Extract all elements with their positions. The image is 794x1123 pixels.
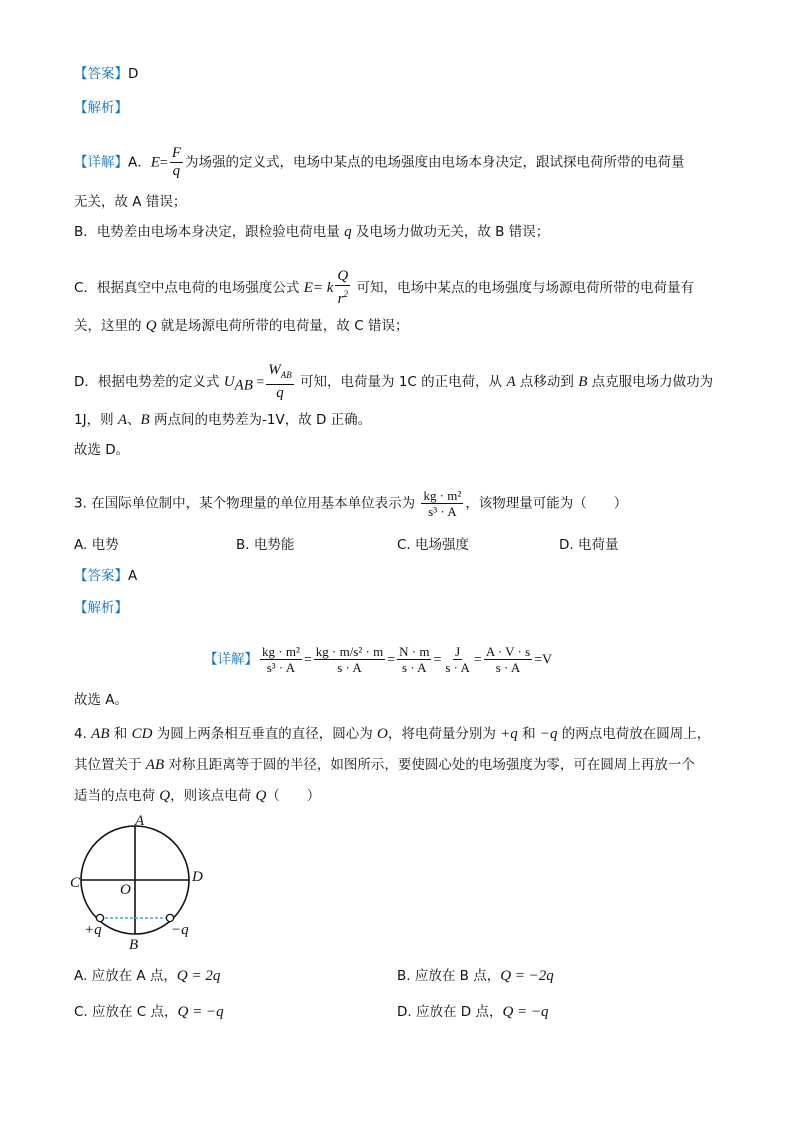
label-plus-q: +q: [84, 922, 102, 938]
q3-option-d: D. 电荷量: [559, 537, 619, 553]
q2-detail-C-line2: [74, 316, 408, 336]
q4-stem-line1: [74, 724, 710, 744]
q3-analysis-tag: [74, 598, 128, 618]
equals: =: [473, 652, 482, 668]
option-formula: Q = 2q: [176, 968, 221, 984]
text: 和: [109, 726, 132, 742]
detail-D-text3a: 1J，则: [74, 412, 118, 428]
label-O: O: [120, 882, 131, 898]
answer-tag: 【答案】: [74, 568, 128, 584]
frac-num: F: [171, 145, 181, 161]
equals: =: [387, 652, 396, 668]
detail-tag: 【详解】: [204, 651, 258, 668]
q4-option-b: [397, 966, 554, 986]
analysis-tag: 【解析】: [74, 100, 128, 116]
q2-detail-C-line: [74, 268, 694, 308]
text: 为圆上两条相互垂直的直径，圆心为: [152, 726, 378, 742]
fraction-2: [314, 644, 385, 675]
label-D: D: [192, 869, 203, 885]
q4-stem-line3: [74, 786, 320, 806]
frac-num: kg · m²: [262, 644, 300, 659]
detail-A-prefix: A．: [128, 154, 151, 171]
charge-plus-q: +q: [500, 726, 518, 742]
symbol-U: U: [223, 374, 235, 390]
frac-num: Q: [337, 268, 349, 284]
result-unit: V: [542, 652, 553, 668]
point-A: A: [506, 374, 516, 390]
diameter-CD: CD: [131, 726, 153, 742]
text: ，将电荷量分别为: [387, 726, 501, 742]
detail-B-text1: B．电势差由电场本身决定，跟检验电荷电量: [74, 224, 345, 240]
fraction-3: [397, 644, 431, 675]
detail-C-text2: 可知，电场中某点的电场强度与场源电荷所带的电荷量有: [352, 280, 695, 296]
detail-C-text3a: 关，这里的: [74, 318, 146, 334]
q2-answer-line: [74, 64, 138, 84]
analysis-tag: 【解析】: [74, 600, 128, 616]
frac-den: s · A: [445, 660, 470, 675]
frac-den: s · A: [495, 660, 521, 675]
option-formula: Q = −2q: [500, 968, 554, 984]
frac-num: [266, 362, 294, 385]
equals: =: [252, 375, 265, 390]
text: ，则该点电荷: [170, 788, 256, 804]
detail-D-text3c: 两点间的电势差为-1V，故 D 正确。: [149, 412, 372, 428]
q4-stem-line2: [74, 755, 695, 775]
q3-stem1: 3. 在国际单位制中，某个物理量的单位用基本单位表示为: [74, 495, 420, 512]
detail-D-text2b: 点移动到: [515, 374, 579, 390]
q3-stem: [74, 488, 627, 519]
text: 对称且距离等于圆的半径，如图所示，要使圆心处的电场强度为零，可在圆周上再放一个: [164, 757, 695, 773]
q4-option-c: [74, 1002, 224, 1022]
label-B: B: [129, 937, 139, 952]
text: 其位置关于: [74, 757, 146, 773]
point-A: A: [117, 412, 128, 428]
detail-B-text2: 及电场力做功无关，故 B 错误；: [351, 224, 550, 240]
equals-k: = k: [312, 280, 334, 296]
text: （ ）: [266, 788, 321, 804]
diameter-AB: AB: [145, 757, 165, 773]
frac-den: s³ · A: [428, 504, 457, 519]
frac-den: s · A: [337, 660, 362, 675]
fraction-4: [443, 644, 472, 675]
answer-tag: 【答案】: [74, 66, 128, 82]
option-label: A. 应放在 A 点，: [74, 968, 177, 984]
detail-A-text: 为场强的定义式，电场中某点的电场强度由电场本身决定，跟试探电荷所带的电荷量: [185, 154, 685, 171]
detail-C-text1: C．根据真空中点电荷的电场强度公式: [74, 280, 304, 296]
equals: =: [534, 652, 543, 668]
answer-value: A: [128, 568, 138, 584]
text: 适当的点电荷: [74, 788, 160, 804]
sub-AB: AB: [234, 377, 253, 394]
q2-detail-A-line2: 无关，故 A 错误；: [74, 194, 187, 210]
detail-C-text3b: 就是场源电荷所带的电荷量，故 C 错误；: [156, 318, 409, 334]
sub-AB: AB: [280, 370, 292, 380]
symbol-Q: Q: [145, 318, 157, 334]
answer-value: D: [128, 66, 139, 82]
charge-Q: Q: [255, 788, 267, 804]
q2-conclusion: 故选 D。: [74, 442, 130, 458]
option-formula: Q = −q: [502, 1004, 549, 1020]
q2-detail-A-line: [74, 145, 685, 180]
frac-den: [336, 286, 350, 308]
detail-D-text2c: 点克服电场力做功为: [587, 374, 714, 390]
charge-minus-q: −q: [539, 726, 558, 742]
label-C: C: [70, 875, 81, 891]
detail-D-text2a: 可知，电荷量为 1C 的正电荷，从: [295, 374, 507, 390]
square-sup: 2: [343, 289, 349, 299]
q3-option-b: B. 电势能: [236, 537, 295, 553]
option-label: B. 应放在 B 点，: [397, 968, 501, 984]
q3-option-a: A. 电势: [74, 537, 119, 553]
detail-D-text1: D．根据电势差的定义式: [74, 374, 224, 390]
symbol-q: q: [344, 224, 352, 240]
symbol-E: E: [303, 280, 313, 296]
diameter-AB: AB: [91, 726, 110, 742]
charge-minus-q-dot: [166, 914, 173, 921]
charge-plus-q-dot: [96, 914, 103, 921]
frac-num: J: [455, 644, 461, 659]
equals: =: [303, 652, 312, 668]
detail-D-text3b: 、: [127, 412, 141, 428]
frac-den: s · A: [402, 660, 427, 675]
center-O: O: [377, 726, 388, 742]
fraction-Q-over-r2: [335, 268, 350, 308]
frac-den: s³ · A: [266, 660, 296, 675]
option-label: C. 应放在 C 点，: [74, 1004, 178, 1020]
q3-option-c: C. 电场强度: [397, 537, 470, 553]
q3-detail-equation: [204, 644, 552, 675]
q2-detail-B-line: [74, 222, 549, 242]
frac-den: q: [172, 163, 181, 179]
equals: =: [433, 652, 442, 668]
q2-analysis-tag: [74, 98, 128, 118]
q4-option-d: [397, 1002, 549, 1022]
q2-detail-D-line: [74, 362, 713, 402]
charge-Q: Q: [159, 788, 171, 804]
q4-number: 4.: [74, 726, 92, 742]
label-A: A: [135, 813, 145, 829]
q3-answer-line: [74, 566, 137, 586]
circle-diagram: [70, 812, 220, 952]
unit-fraction: [421, 488, 463, 519]
q4-option-a: [74, 966, 220, 986]
fraction-5: [484, 644, 532, 675]
fraction-F-over-q: [170, 145, 183, 180]
fraction-1: [260, 644, 302, 675]
detail-tag: 【详解】: [74, 154, 128, 171]
W-symbol: W: [268, 362, 281, 378]
equals: =: [159, 155, 168, 171]
text: 和: [517, 726, 540, 742]
frac-num: kg · m/s² · m: [315, 644, 384, 659]
q2-detail-D-line2: [74, 410, 371, 430]
point-B: B: [578, 374, 588, 390]
point-B: B: [140, 412, 150, 428]
text: 的两点电荷放在圆周上，: [557, 726, 711, 742]
frac-num: A · V · s: [485, 644, 531, 659]
symbol-E: E: [150, 154, 160, 171]
label-minus-q: −q: [171, 922, 189, 938]
frac-den: q: [276, 385, 284, 401]
r-symbol: r: [337, 291, 344, 307]
fraction-W-over-q: [266, 362, 294, 402]
q3-stem2: ，该物理量可能为（ ）: [465, 495, 628, 512]
option-label: D. 应放在 D 点，: [397, 1004, 503, 1020]
option-formula: Q = −q: [177, 1004, 224, 1020]
frac-num: N · m: [399, 644, 430, 659]
q3-conclusion: 故选 A。: [74, 692, 129, 708]
frac-num: kg · m²: [423, 488, 462, 503]
